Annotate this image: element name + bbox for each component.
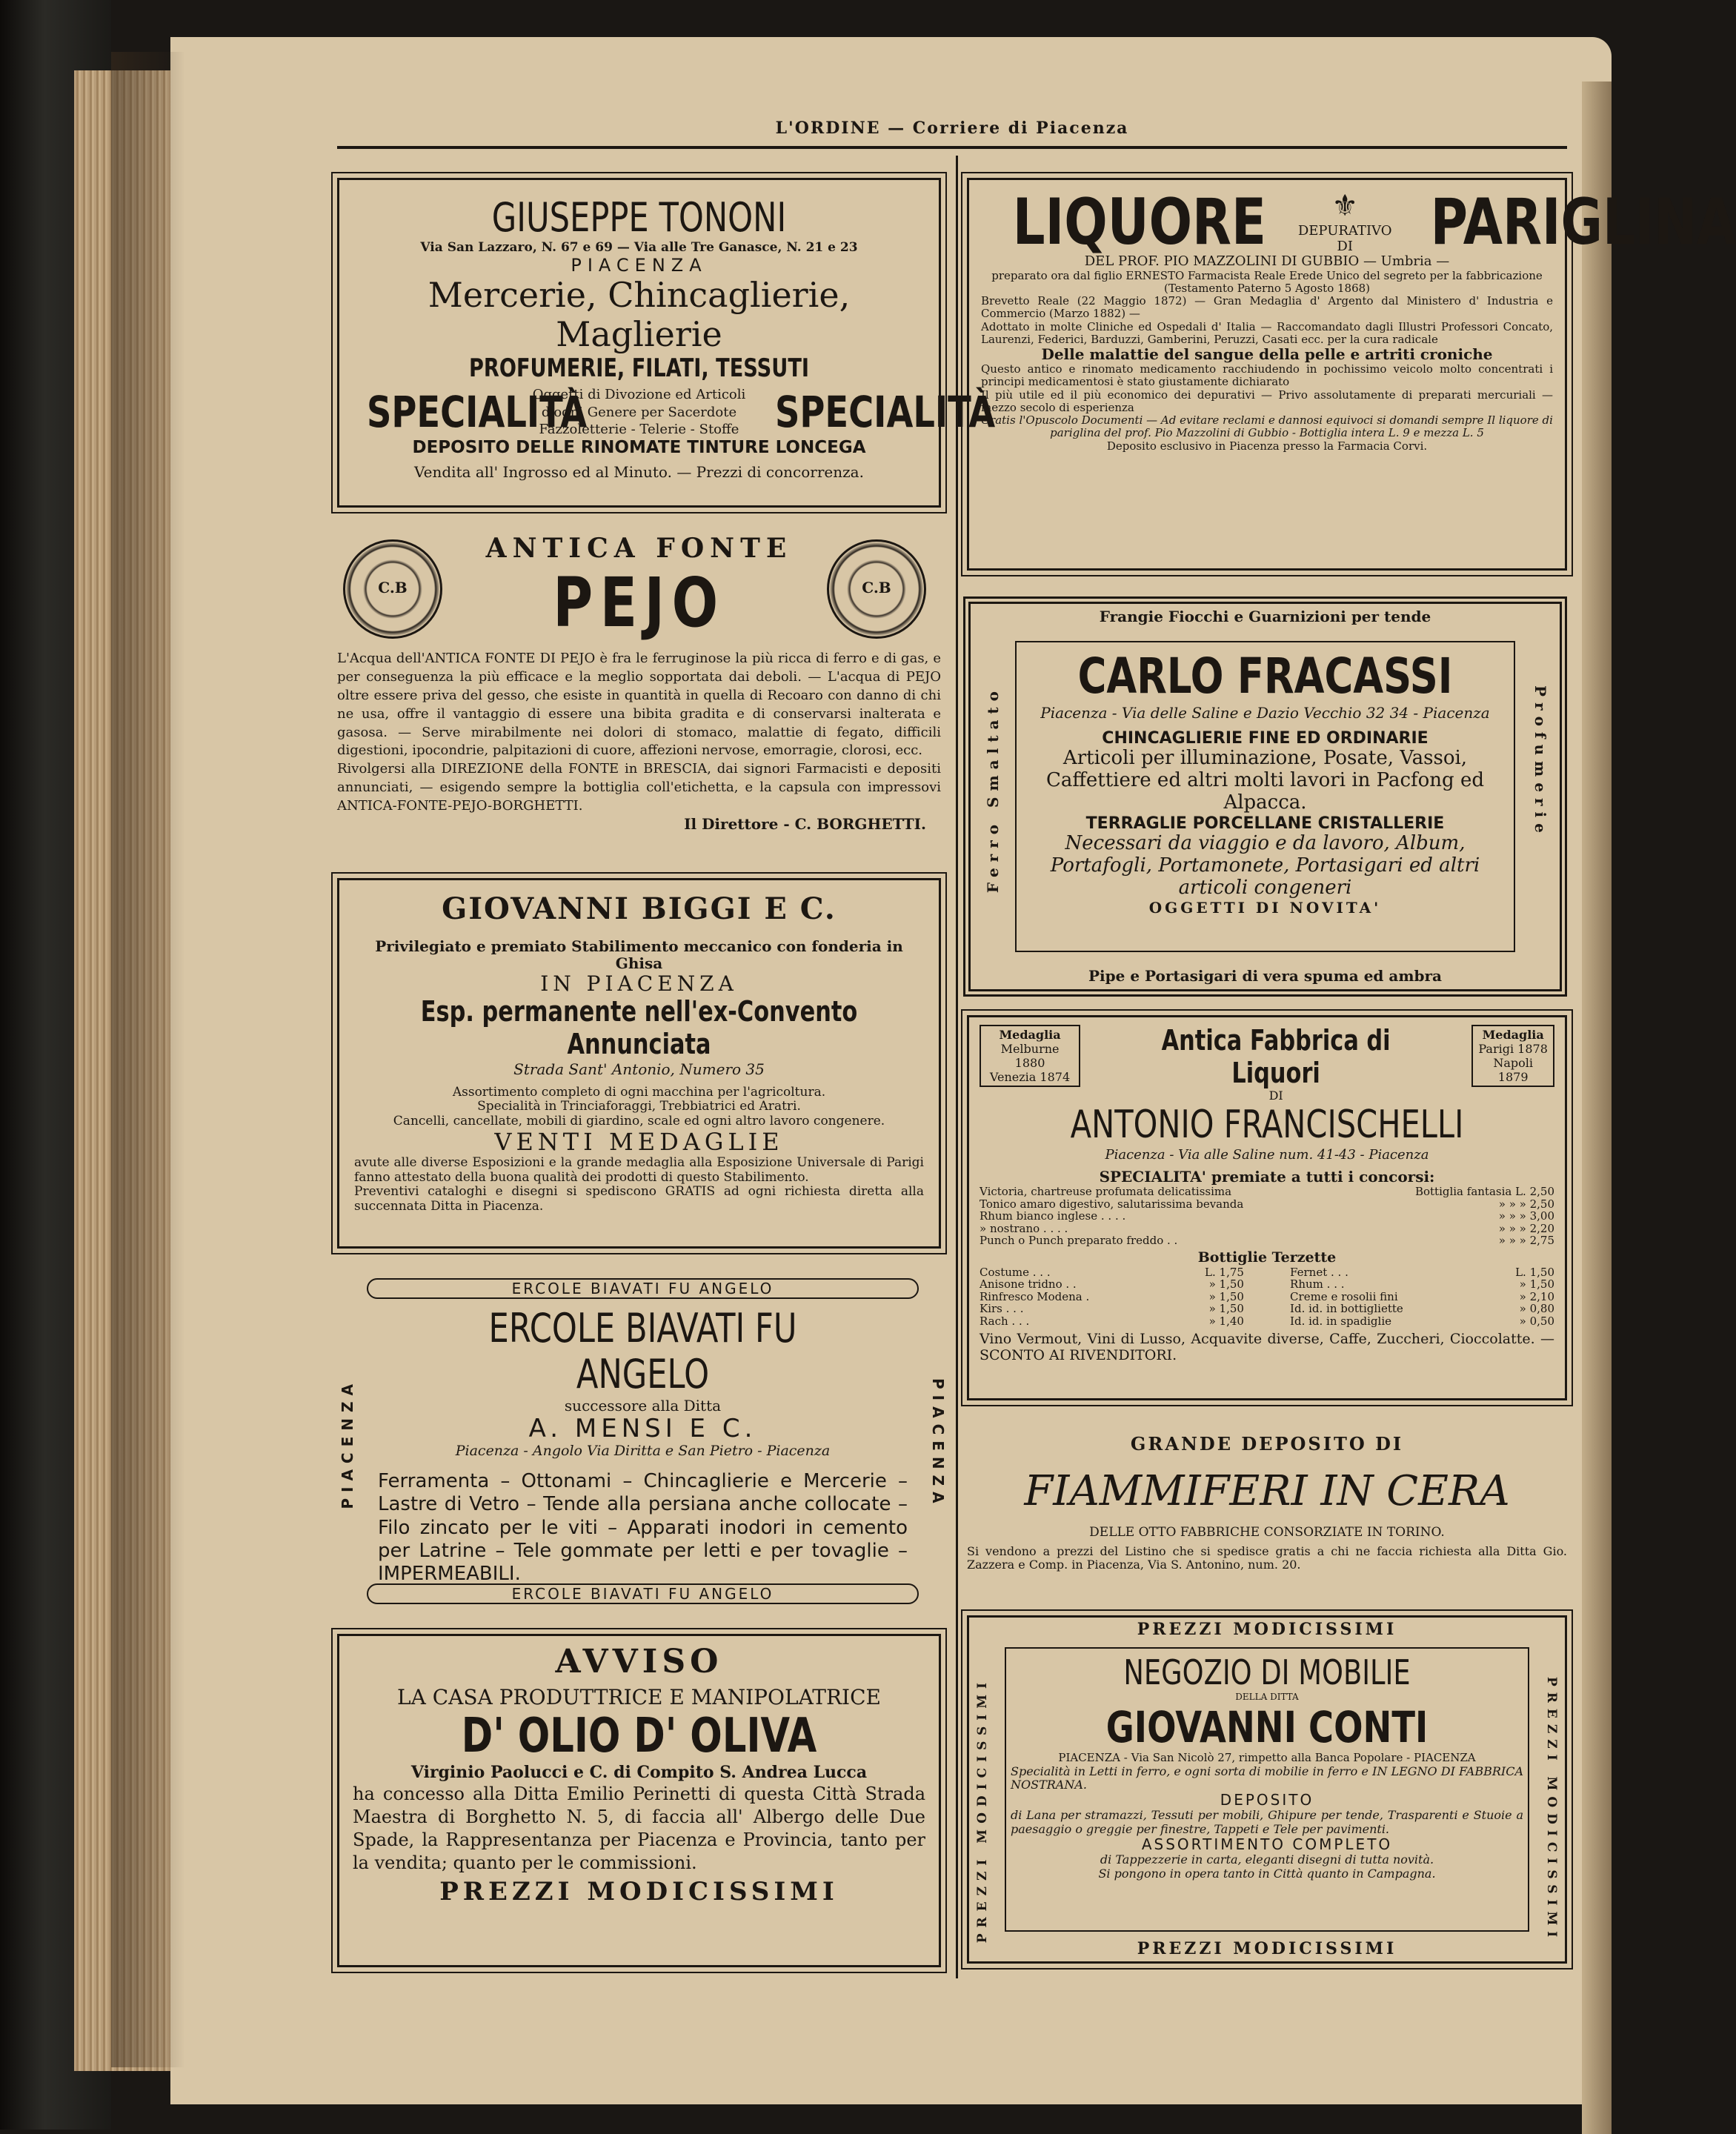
biavati-addr: Piacenza - Angolo Via Diritta e San Pietro - Piacenza [455, 1443, 831, 1460]
franceschelli-addr: Piacenza - Via alle Saline num. 41-43 - Piacenza [1105, 1146, 1429, 1163]
fracassi-side-left: Ferro Smaltato [984, 685, 1002, 894]
list-item: Id. id. in bottigliette » 0,80 [1290, 1302, 1554, 1316]
crest-icon: ⚜ [1331, 189, 1359, 223]
list-item: Rinfresco Modena . » 1,50 [980, 1289, 1244, 1303]
avviso-title: AVVISO [555, 1643, 723, 1681]
liquore-dep: DEPURATIVO DI [1297, 223, 1392, 254]
ad-tononi [337, 178, 996, 508]
list-item: Rhum . . . » 1,50 [1290, 1277, 1554, 1292]
conti-l1: PIACENZA - Via San Nicolò 27, rimpetto alla Banca Popolare - PIACENZA [1058, 1751, 1476, 1765]
pejo-name: PEJO [553, 563, 725, 643]
fracassi-l1: CHINCAGLIERIE FINE ED ORDINARIE [1102, 728, 1429, 748]
tononi-sale: Vendita all' Ingrosso ed al Minuto. — Prezzi di concorrenza. [414, 462, 864, 481]
liquore-l2: preparato ora dal figlio ERNESTO Farmacista Reale Erede Unico del segreto per la fabbricazione (Testamento Paterno 5 Agosto 1868) [991, 268, 1543, 295]
biavati-side-left: PIACENZA [339, 1378, 356, 1509]
fracassi-bottom: Pipe e Portasigari di vera spuma ed ambra [1088, 967, 1442, 985]
ad-conti [967, 1615, 1567, 1964]
ad-pejo [337, 534, 941, 852]
list-item: » nostrano . . . . » » » 2,20 [980, 1221, 1554, 1235]
conti-ditta: DELLA DITTA [1235, 1691, 1299, 1702]
liquore-l5: Delle malattie del sangue della pelle e artriti croniche [1041, 345, 1493, 364]
biggi-name: GIOVANNI BIGGI E C. [442, 891, 837, 926]
tononi-mid3: Fazzoletterie - Telerie - Stoffe [539, 421, 739, 437]
conti-side-left: PREZZI MODICISSIMI [975, 1677, 990, 1944]
list-item: Tonico amaro digestivo, salutarissima bevanda » » » 2,50 [980, 1197, 1554, 1211]
medal-right: Medaglia Parigi 1878 Napoli 1879 [1471, 1025, 1554, 1087]
biggi-l8: VENTI MEDAGLIE [494, 1128, 784, 1157]
biavati-body: Ferramenta – Ottonami – Chincaglierie e Mercerie – Lastre di Vetro – Tende alla persiana anche collocate – Filo zincato per le viti – Apparati inodori in cemento per Latrine – Tele gommate per letti e per tovaglie – IMPERMEABILI. [378, 1470, 908, 1585]
fiammiferi-l2: Si vendono a prezzi del Listino che si spedisce gratis a chi ne faccia richiesta alla Ditta Gio. Zazzera e Comp. in Piacenza, Via S. Antonino, num. 20. [967, 1543, 1567, 1572]
biggi-l4: Strada Sant' Antonio, Numero 35 [513, 1060, 765, 1078]
biavati-side-right: PIACENZA [929, 1378, 947, 1509]
ad-franceschelli [967, 1015, 1567, 1400]
biggi-l7: Cancelli, cancellate, mobili di giardino, scale ed ogni altro lavoro congenere. [393, 1113, 885, 1129]
franceschelli-spec: SPECIALITA' premiate a tutti i concorsi: [1099, 1168, 1435, 1186]
liquore-l6: Questo antico e rinomato medicamento racchiudendo in pochissimo veicolo molto concentrati i principi medicamentosi è stato giustamente dichiarato [981, 362, 1553, 389]
tononi-address: Via San Lazzaro, N. 67 e 69 — Via alle Tre Ganasce, N. 21 e 23 [420, 240, 858, 256]
biavati-succ: successore alla Ditta [564, 1397, 722, 1415]
conti-l4: di Tappezzerie in carta, eleganti disegni di tutta novità. [1100, 1852, 1434, 1867]
biggi-l9: avute alle diverse Esposizioni e la grande medaglia alla Esposizione Universale di Parigi fanno attestato della buona qualità dei prodotti di questo Stabilimento. [354, 1155, 924, 1185]
ad-fiammiferi [967, 1434, 1567, 1608]
tononi-name: GIUSEPPE TONONI [491, 194, 787, 241]
franceschelli-items [980, 1186, 1554, 1247]
pejo-body: L'Acqua dell'ANTICA FONTE DI PEJO è fra le ferruginose la più ricca di ferro e di gas, e per conseguenza la più efficace e la meglio sopportata dai deboli. — L'acqua di PEJO oltre essere priva del gesso, che esiste in quantità in quella di Recoaro con danno di chi ne usa, offre il vantaggio di essere una bibita gradita e di conservarsi inalterata e gasosa. — Serve mirabilmente nei dolori di stomaco, malattie di fegato, difficili digestioni, ipocondrie, palpitazioni di cuore, affezioni nervose, emorragie, clorosi, ecc. [337, 651, 941, 759]
liquore-w1: LIQUORE [1012, 185, 1267, 259]
header-rule [337, 146, 1567, 149]
biggi-l1: Privilegiato e premiato Stabilimento meccanico con fonderia in Ghisa [375, 937, 903, 972]
fiammiferi-name: FIAMMIFERI IN CERA [1024, 1466, 1510, 1515]
page-right-edge [1582, 82, 1612, 2134]
fracassi-l4: Necessari da viaggio e da lavoro, Album, Portafogli, Portamonete, Portasigari ed altri articoli congeneri [1050, 832, 1480, 899]
franceschelli-col-right [1290, 1266, 1554, 1328]
pejo-seal-left: C.B [343, 539, 442, 639]
tononi-special-left: SPECIALITÀ [367, 387, 588, 438]
tononi-mid2: d'ogni Genere per Sacerdote [541, 404, 737, 420]
biggi-l2: IN PIACENZA [540, 971, 738, 996]
ad-avviso [337, 1634, 941, 1967]
fiammiferi-top: GRANDE DEPOSITO DI [1130, 1433, 1404, 1455]
biavati-banner-bottom: ERCOLE BIAVATI FU ANGELO [367, 1583, 919, 1604]
tononi-headline: Mercerie, Chincaglierie, Maglierie [428, 275, 851, 355]
fiammiferi-l1: DELLE OTTO FABBRICHE CONSORZIATE IN TORINO. [1089, 1524, 1445, 1540]
avviso-l1: LA CASA PRODUTTRICE E MANIPOLATRICE [397, 1684, 881, 1709]
tononi-deposit: DEPOSITO DELLE RINOMATE TINTURE LONCEGA [412, 438, 866, 458]
list-item: Rach . . . » 1,40 [980, 1314, 1244, 1328]
liquore-l4: Adottato in molte Cliniche ed Ospedali d' Italia — Raccomandato dagli Illustri Professori Concato, Laurenzi, Federici, Barduzzi, Gamberini, Peruzzi, Casati ecc. per la cura radicale [981, 319, 1553, 346]
liquore-l3: Brevetto Reale (22 Maggio 1872) — Gran Medaglia d' Argento dal Ministero d' Industria e Commercio (Marzo 1882) — [981, 294, 1553, 321]
list-item: Kirs . . . » 1,50 [980, 1302, 1244, 1316]
biggi-l3: Esp. permanente nell'ex-Convento Annunciata [420, 995, 858, 1060]
list-item: Fernet . . . L. 1,50 [1290, 1265, 1554, 1279]
franceschelli-di: DI [1268, 1088, 1283, 1103]
avviso-l2: D' OLIO D' OLIVA [461, 1708, 817, 1764]
liquore-l1: DEL PROF. PIO MAZZOLINI DI GUBBIO — Umbria — [1084, 253, 1450, 269]
list-item: Punch o Punch preparato freddo . . » » » 2,75 [980, 1234, 1554, 1248]
conti-l5: Si pongono in opera tanto in Città quanto in Campagna. [1098, 1866, 1436, 1881]
tononi-special-right: SPECIALITÀ [775, 387, 996, 438]
fracassi-l5: OGGETTI DI NOVITA' [1148, 898, 1382, 917]
list-item: Anisone tridno . . » 1,50 [980, 1277, 1244, 1292]
franceschelli-bott: Bottiglie Terzette [1197, 1249, 1337, 1266]
franceschelli-name: ANTONIO FRANCISCHELLI [1070, 1102, 1464, 1147]
list-item: Id. id. in spadiglie » 0,50 [1290, 1314, 1554, 1328]
liquore-l8: Gratis l'Opuscolo Documenti — Ad evitare reclami e dannosi equivoci si domandi sempre Il liquore di pariglina del prof. Pio Mazzolini di Gubbio - Bottiglia intera L. 9 e mezza L. 5 [981, 413, 1553, 440]
tononi-line2: PROFUMERIE, FILATI, TESSUTI [468, 353, 810, 384]
biavati-banner-top: ERCOLE BIAVATI FU ANGELO [367, 1278, 919, 1299]
conti-bottom: PREZZI MODICISSIMI [1137, 1938, 1397, 1958]
page-header: L'ORDINE — Corriere di Piacenza [775, 119, 1129, 138]
biavati-name: ERCOLE BIAVATI FU ANGELO [488, 1305, 797, 1398]
franceschelli-col-left [980, 1266, 1244, 1328]
franceschelli-title: Antica Fabbrica di Liquori [1161, 1024, 1391, 1089]
pejo-antica: ANTICA FONTE [485, 533, 793, 564]
ad-biggi [337, 878, 941, 1249]
conti-top: PREZZI MODICISSIMI [1137, 1620, 1397, 1639]
conti-dep: DEPOSITO [1220, 1791, 1314, 1809]
liquore-w2: PARIGLINA [1430, 185, 1736, 259]
fracassi-addr: Piacenza - Via delle Saline e Dazio Vecchio 32 34 - Piacenza [1040, 703, 1490, 722]
biggi-l5: Assortimento completo di ogni macchina per l'agricoltura. [452, 1084, 826, 1100]
biggi-l10: Preventivi cataloghi e disegni si spediscono GRATIS ad ogni richiesta diretta alla succennata Ditta in Piacenza. [354, 1184, 924, 1214]
avviso-l3: Virginio Paolucci e C. di Compito S. Andrea Lucca [410, 1763, 868, 1783]
liquore-l7: Il più utile ed il più economico dei depurativi — Privo assolutamente di preparati mercuriali — mezzo secolo di esperienza [981, 388, 1553, 414]
gutter-shadow [111, 52, 185, 2067]
conti-title: NEGOZIO DI MOBILIE [1123, 1652, 1411, 1692]
ad-fracassi [963, 596, 1567, 997]
fracassi-side-right: Profumerie [1532, 685, 1549, 839]
list-item: Creme e rosolii fini » 2,10 [1290, 1289, 1554, 1303]
conti-l3: di Lana per stramazzi, Tessuti per mobili, Ghipure per tende, Trasparenti e Stuoie a paesaggio o greggie per finestre, Tappeti e Tele per pavimenti. [1011, 1808, 1523, 1836]
list-item: Costume . . . L. 1,75 [980, 1265, 1244, 1279]
franceschelli-foot: Vino Vermout, Vini di Lusso, Acquavite diverse, Caffe, Zuccheri, Cioccolatte. — SCONTO AI RIVENDITORI. [980, 1331, 1554, 1363]
biavati-firm: A. MENSI E C. [528, 1414, 757, 1444]
conti-side-right: PREZZI MODICISSIMI [1544, 1677, 1559, 1944]
pejo-sign: Il Direttore - C. BORGHETTI. [684, 814, 926, 833]
avviso-body: ha concesso alla Ditta Emilio Perinetti di questa Città Strada Maestra di Borghetto N. 5, di faccia all' Albergo delle Due Spade, la Rappresentanza per Piacenza e Provincia, tanto per la vendita; quanto per le commissioni. [353, 1783, 925, 1874]
ad-biavati [337, 1274, 948, 1608]
pejo-seal-right: C.B [827, 539, 926, 639]
tononi-mid1: Oggetti di Divozione ed Articoli [532, 387, 746, 403]
list-item: Victoria, chartreuse profumata delicatissima Bottiglia fantasia L. 2,50 [980, 1185, 1554, 1199]
conti-name: GIOVANNI CONTI [1105, 1701, 1429, 1752]
fracassi-l3: TERRAGLIE PORCELLANE CRISTALLERIE [1085, 814, 1445, 833]
list-item: Rhum bianco inglese . . . . » » » 3,00 [980, 1209, 1554, 1223]
biggi-l6: Specialità in Trinciaforaggi, Trebbiatrici ed Aratri. [477, 1099, 801, 1114]
liquore-l9: Deposito esclusivo in Piacenza presso la Farmacia Corvi. [1106, 439, 1428, 453]
conti-l2: Specialità in Letti in ferro, e ogni sorta di mobilie in ferro e IN LEGNO DI FABBRICA NOSTRANA. [1011, 1764, 1523, 1792]
conti-ass: ASSORTIMENTO COMPLETO [1141, 1835, 1393, 1854]
tononi-city: PIACENZA [571, 254, 708, 276]
fracassi-top: Frangie Fiocchi e Guarnizioni per tende [1099, 608, 1431, 625]
pejo-body2: Rivolgersi alla DIREZIONE della FONTE in BRESCIA, dai signori Farmacisti e depositi annunciati, — esigendo sempre la bottiglia coll'etichetta, e la capsula con impressovi ANTICA-FONTE-PEJO-BORGHETTI. [337, 761, 941, 814]
ad-liquore [967, 178, 1736, 571]
avviso-foot: PREZZI MODICISSIMI [439, 1877, 839, 1907]
fracassi-l2: Articoli per illuminazione, Posate, Vassoi, Caffettiere ed altri molti lavori in Pacfong ed Alpacca. [1046, 747, 1484, 814]
medal-left: Medaglia Melburne 1880 Venezia 1874 [980, 1025, 1080, 1087]
fracassi-name: CARLO FRACASSI [1077, 648, 1453, 705]
